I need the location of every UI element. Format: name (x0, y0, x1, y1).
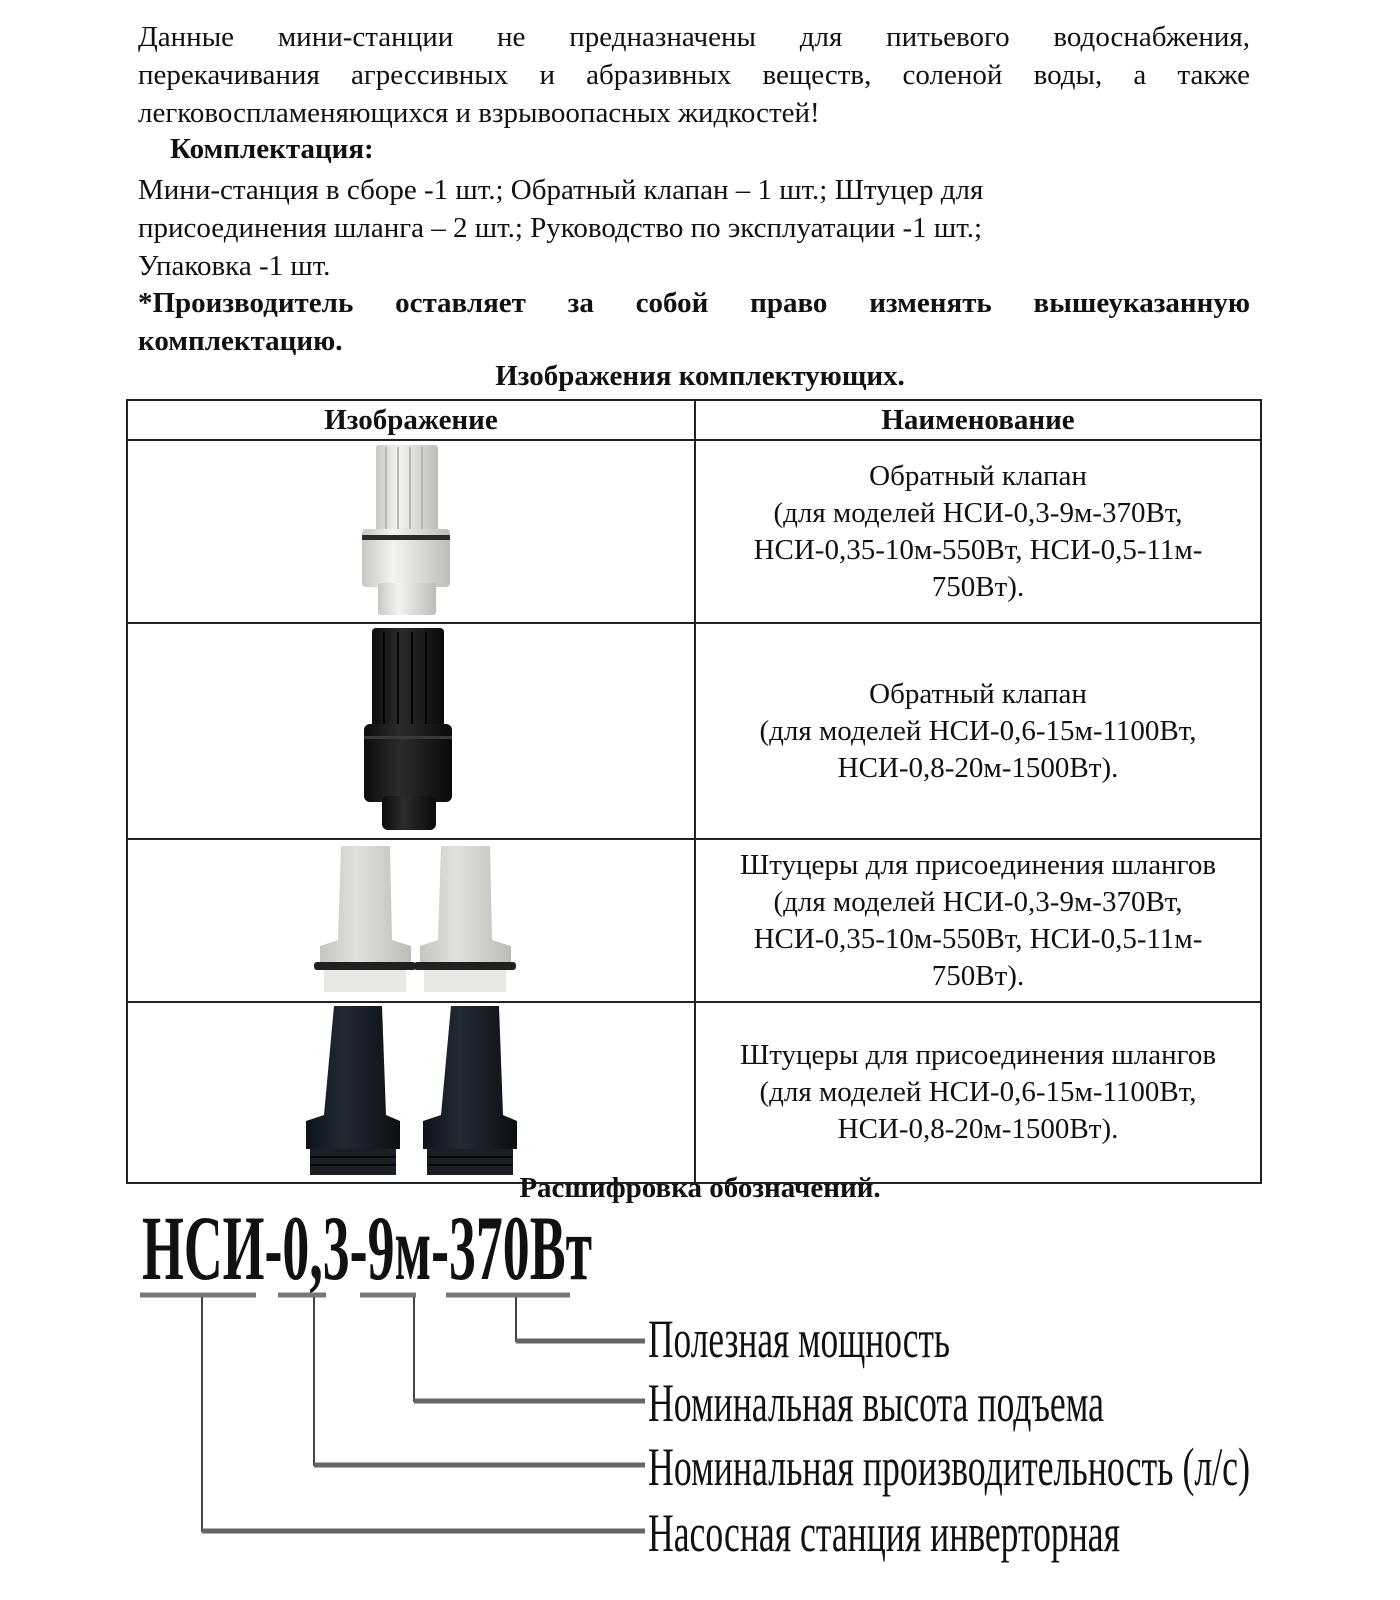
label-flow: Номинальная производительность (л/с) (648, 1437, 1250, 1497)
intro-line: легковоспламеняющихся и взрывоопасных жидкостей! (138, 97, 820, 129)
name-line: Штуцеры для присоединения шлангов (739, 848, 1217, 881)
intro-line: перекачивания агрессивных и абразивных веществ, соленой воды, а также (138, 59, 1250, 91)
table-header-row (127, 400, 1261, 440)
image-cell (127, 440, 695, 623)
kit-list (138, 171, 1250, 285)
note-line: комплектацию. (138, 325, 343, 357)
label-head: Номинальная высота подъема (648, 1373, 1105, 1433)
intro-paragraph (138, 18, 1250, 132)
name-cell (695, 440, 1261, 623)
components-title: Изображения комплектующих. (495, 360, 905, 392)
image-cell (127, 1002, 695, 1183)
leader-lines (202, 1297, 645, 1531)
header-name: Наименование (695, 400, 1261, 440)
header-image: Изображение (127, 400, 695, 440)
table-row (127, 1002, 1261, 1183)
image-cell (127, 839, 695, 1002)
designation-diagram (130, 1197, 1280, 1595)
name-line: НСИ-0,35-10м-550Вт, НСИ-0,5-11м- (753, 533, 1203, 566)
table-row (127, 839, 1261, 1002)
model-designation: НСИ-0,3-9м-370Вт (142, 1197, 592, 1299)
manufacturer-note (138, 284, 1250, 360)
name-line: (для моделей НСИ-0,3-9м-370Вт, (773, 885, 1183, 918)
kit-line: присоединения шланга – 2 шт.; Руководство по эксплуатации -1 шт.; (138, 212, 983, 244)
name-line: Обратный клапан (869, 459, 1087, 492)
name-line: НСИ-0,8-20м-1500Вт). (837, 751, 1119, 784)
name-cell (695, 1002, 1261, 1183)
table-row (127, 440, 1261, 623)
note-line: *Производитель оставляет за собой право изменять вышеуказанную (138, 287, 1250, 319)
white-hose-fittings-image (128, 840, 694, 996)
image-cell (127, 623, 695, 839)
white-check-valve-image (128, 441, 694, 617)
kit-line: Упаковка -1 шт. (138, 250, 331, 282)
black-hose-fittings-image (128, 1003, 694, 1177)
kit-heading: Комплектация: (170, 133, 374, 165)
table-row (127, 623, 1261, 839)
name-line: (для моделей НСИ-0,3-9м-370Вт, (773, 496, 1183, 529)
intro-line: Данные мини-станции не предназначены для питьевого водоснабжения, (138, 21, 1250, 53)
name-line: Обратный клапан (869, 677, 1087, 710)
decode-title: Расшифровка обозначений. (519, 1172, 881, 1204)
black-check-valve-image (128, 624, 694, 833)
name-line: 750Вт). (931, 570, 1025, 603)
name-cell (695, 623, 1261, 839)
fitting-left (306, 1006, 400, 1175)
fitting-right (414, 846, 516, 992)
name-line: (для моделей НСИ-0,6-15м-1100Вт, (759, 714, 1197, 747)
name-line: 750Вт). (931, 959, 1025, 992)
name-cell (695, 839, 1261, 1002)
name-line: НСИ-0,8-20м-1500Вт). (837, 1113, 1119, 1145)
name-line: НСИ-0,35-10м-550Вт, НСИ-0,5-11м- (753, 922, 1203, 955)
kit-line: Мини-станция в сборе -1 шт.; Обратный клапан – 1 шт.; Штуцер для (138, 174, 984, 206)
components-table (126, 399, 1262, 1184)
fitting-left (314, 846, 416, 992)
label-station: Насосная станция инверторная (648, 1503, 1120, 1563)
name-line: (для моделей НСИ-0,6-15м-1100Вт, (759, 1076, 1197, 1108)
name-line: Штуцеры для присоединения шлангов (739, 1039, 1217, 1071)
label-power: Полезная мощность (648, 1309, 950, 1369)
fitting-right (423, 1006, 517, 1175)
